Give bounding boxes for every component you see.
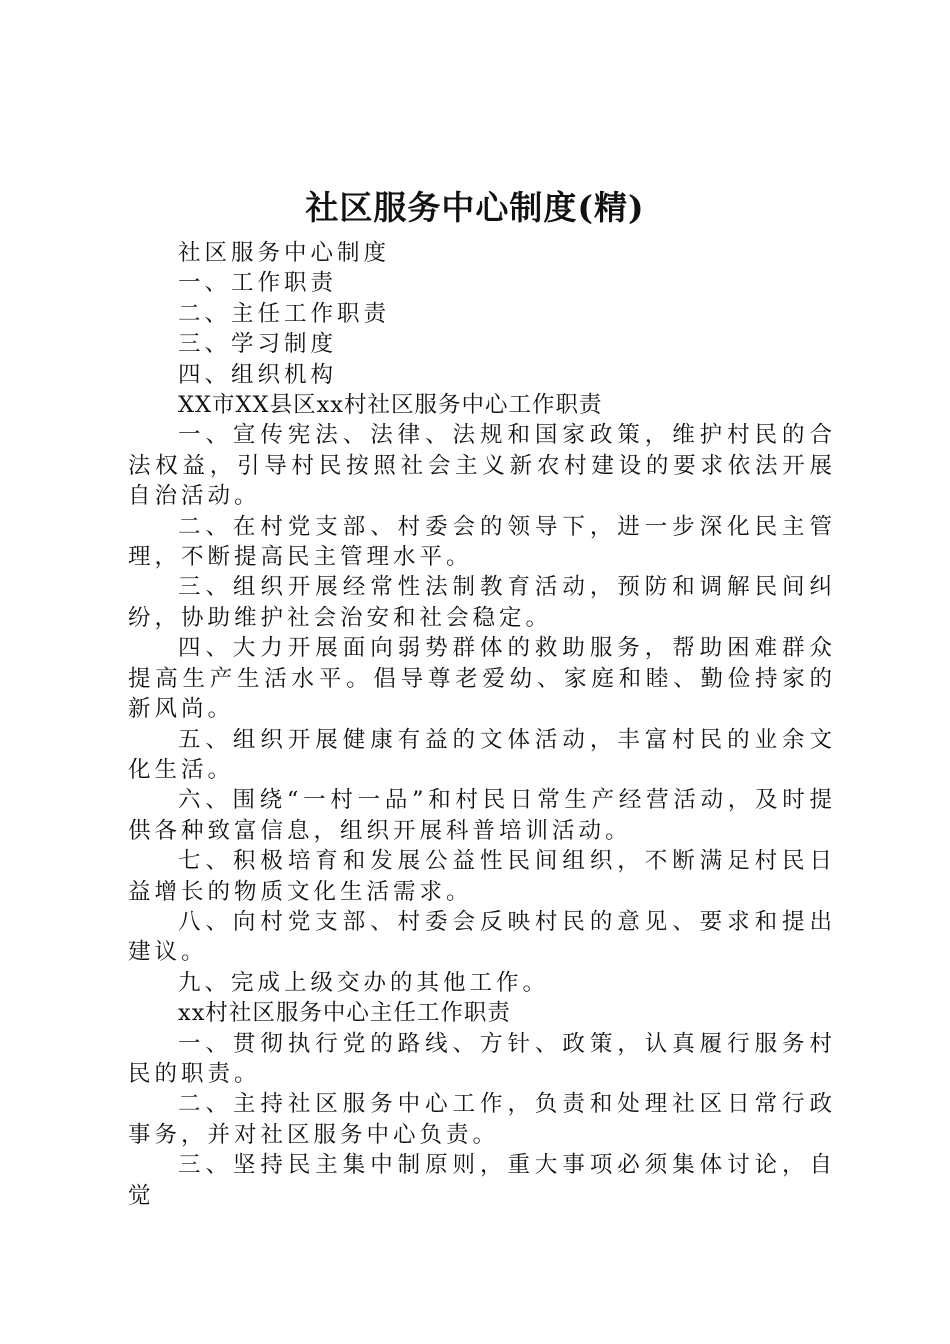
paragraph: 四、组织机构 xyxy=(178,361,338,388)
paragraph: 三、学习制度 xyxy=(178,331,338,358)
section-heading: xx村社区服务中心主任工作职责 xyxy=(178,1000,511,1027)
paragraph: 二、在村党支部、村委会的领导下，进一步深化民主管理，不断提高民主管理水平。 xyxy=(128,513,836,571)
paragraph: 六、围绕“一村一品”和村民日常生产经营活动，及时提供各种致富信息，组织开展科普培训活动。 xyxy=(128,787,836,844)
paragraph: 社区服务中心制度 xyxy=(178,240,391,266)
document-title: 社区服务中心制度(精) xyxy=(305,188,645,227)
document-body xyxy=(128,238,836,1211)
paragraph: 九、完成上级交办的其他工作。 xyxy=(178,969,550,996)
paragraph: 三、组织开展经常性法制教育活动，预防和调解民间纠纷，协助维护社会治安和社会稳定。 xyxy=(128,574,836,631)
paragraph: 二、主任工作职责 xyxy=(178,300,391,327)
paragraph: 一、贯彻执行党的路线、方针、政策，认真履行服务村民的职责。 xyxy=(128,1030,836,1087)
paragraph: 八、向村党支部、村委会反映村民的意见、要求和提出建议。 xyxy=(128,908,836,966)
paragraph: 五、组织开展健康有益的文体活动，丰富村民的业余文化生活。 xyxy=(128,726,836,783)
paragraph: 四、大力开展面向弱势群体的救助服务，帮助困难群众提高生产生活水平。倡导尊老爱幼、家庭和睦、勤俭持家的新风尚。 xyxy=(128,635,836,723)
paragraph: 三、坚持民主集中制原则，重大事项必须集体讨论，自觉 xyxy=(128,1152,836,1209)
section-heading: XX市XX县区xx村社区服务中心工作职责 xyxy=(178,392,603,419)
paragraph: 七、积极培育和发展公益性民间组织，不断满足村民日益增长的物质文化生活需求。 xyxy=(128,848,836,905)
paragraph: 一、工作职责 xyxy=(178,270,338,297)
paragraph: 一、宣传宪法、法律、法规和国家政策，维护村民的合法权益，引导村民按照社会主义新农村建设的要求依法开展自治活动。 xyxy=(128,422,836,510)
paragraph: 二、主持社区服务中心工作，负责和处理社区日常行政事务，并对社区服务中心负责。 xyxy=(128,1091,836,1148)
